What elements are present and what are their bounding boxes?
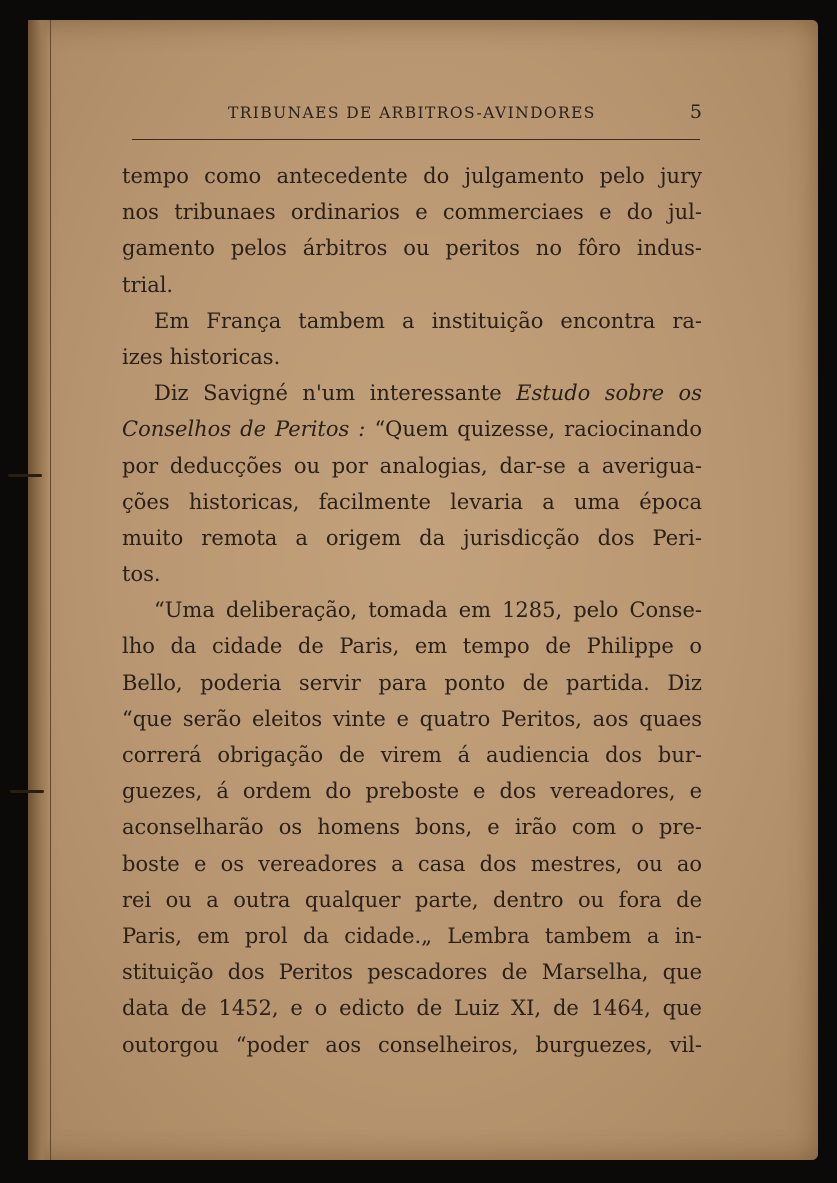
text-line bbox=[122, 375, 702, 411]
text-line: “que serão eleitos vinte e quatro Peritos, aos quaes bbox=[122, 706, 702, 731]
text-line: nos tribunaes ordinarios e commerciaes e do jul- bbox=[122, 200, 702, 225]
binding-thread-bottom bbox=[10, 790, 44, 793]
text-line: Paris, em prol da cidade.„ Lembra tambem a in- bbox=[122, 923, 702, 948]
text-line: guezes, á ordem do preboste e dos vereadores, e bbox=[122, 779, 702, 804]
text-run: “Quem quizesse, raciocinando bbox=[374, 417, 702, 442]
text-line: trial. bbox=[122, 272, 174, 297]
text-run: Diz Savigné n'um interessante bbox=[154, 381, 502, 406]
text-line: rei ou a outra qualquer parte, dentro ou fora de bbox=[122, 887, 702, 912]
text-line: izes historicas. bbox=[122, 344, 281, 369]
text-line bbox=[122, 411, 702, 447]
binding-thread-top bbox=[8, 474, 42, 477]
text-line: por deducções ou por analogias, dar-se a averigua- bbox=[122, 453, 702, 478]
italic-title-run: Conselhos de Peritos : bbox=[122, 417, 366, 442]
text-line: tos. bbox=[122, 562, 161, 587]
text-line: Em França tambem a instituição encontra ra- bbox=[154, 308, 702, 333]
running-title: TRIBUNAES DE ARBITROS-AVINDORES bbox=[228, 104, 596, 122]
text-line: gamento pelos árbitros ou peritos no fôro indus- bbox=[122, 236, 702, 261]
body-text bbox=[122, 158, 702, 1063]
text-line: lho da cidade de Paris, em tempo de Philippe o bbox=[122, 634, 702, 659]
text-line: correrá obrigação de virem á audiencia dos bur- bbox=[122, 743, 702, 767]
text-line: “Uma deliberação, tomada em 1285, pelo Conse- bbox=[154, 598, 702, 623]
italic-title-run: Estudo sobre os bbox=[516, 381, 702, 406]
text-line: muito remota a origem da jurisdicção dos Peri- bbox=[122, 525, 702, 550]
page-number: 5 bbox=[689, 101, 702, 123]
text-line: aconselharão os homens bons, e irão com o pre- bbox=[122, 815, 702, 840]
text-line: ções historicas, facilmente levaria a uma época bbox=[122, 489, 702, 514]
running-header bbox=[128, 102, 708, 128]
text-line: boste e os vereadores a casa dos mestres, ou ao bbox=[122, 851, 702, 876]
text-line: data de 1452, e o edicto de Luiz XI, de 1464, que bbox=[122, 996, 702, 1021]
text-line: outorgou “poder aos conselheiros, burguezes, vil- bbox=[122, 1032, 702, 1057]
text-line: stituição dos Peritos pescadores de Marselha, que bbox=[122, 960, 702, 985]
text-line: tempo como antecedente do julgamento pelo jury bbox=[122, 164, 702, 188]
binding-gutter bbox=[28, 20, 51, 1160]
header-rule bbox=[132, 139, 700, 140]
text-line: Bello, poderia servir para ponto de partida. Diz bbox=[122, 670, 702, 695]
